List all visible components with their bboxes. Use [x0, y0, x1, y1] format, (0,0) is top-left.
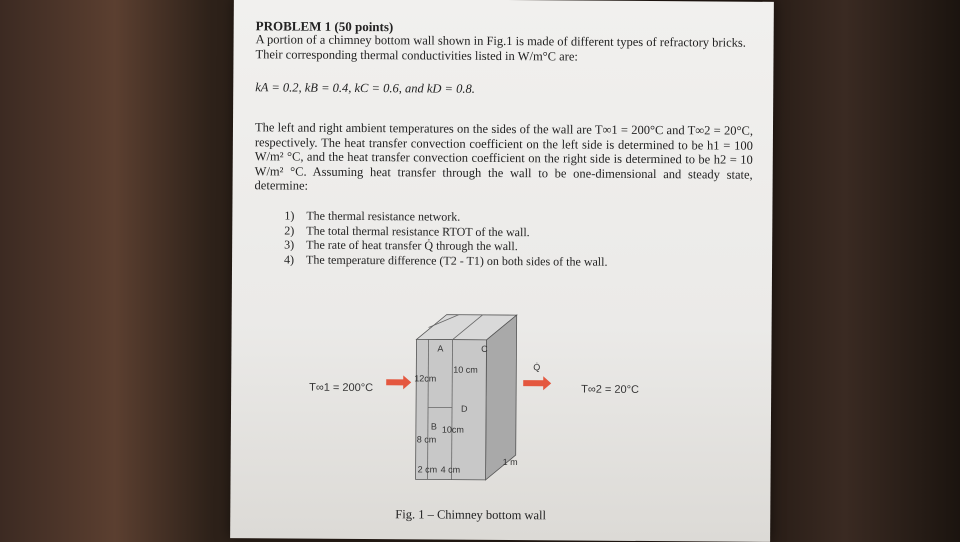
- dim-label-4cm: 4 cm: [441, 465, 461, 475]
- heat-flow-arrow-right: [523, 376, 551, 390]
- task-number: 3): [284, 237, 306, 252]
- region-label-a: A: [437, 344, 443, 354]
- task-number: 1): [284, 208, 306, 223]
- left-ambient-temp: T∞1 = 200°C: [309, 382, 373, 394]
- conductivity-values: kA = 0.2, kB = 0.4, kC = 0.6, and kD = 0.8.: [255, 80, 475, 97]
- task-number: 4): [284, 252, 306, 267]
- task-text: The temperature difference (T2 - T1) on both sides of the wall.: [306, 252, 608, 268]
- dim-label-10cm-bottom: 10cm: [442, 425, 464, 435]
- problem-description: The left and right ambient temperatures on the sides of the wall are T∞1 = 200°C and T∞2 = 20°C, respectively. The heat transfer convection coefficient on the left side is determined to be h1 = 100 W/m² °C, and the heat transfer convection coefficient on the right side is determined to be h2 = 10 W/m² °C. Assuming heat transfer through the wall to be one-dimensional and steady state, determine:: [255, 120, 753, 196]
- region-label-d: D: [461, 404, 468, 414]
- chimney-wall-figure: [290, 299, 731, 502]
- dim-label-12cm: 12cm: [414, 373, 436, 383]
- heat-flow-arrow-left: [386, 375, 411, 389]
- wall-right-face: [486, 315, 517, 480]
- dim-label-1m: 1 m: [503, 457, 518, 467]
- task-number: 2): [284, 223, 306, 238]
- region-label-b: B: [431, 422, 437, 432]
- heat-rate-label: Q̇: [533, 362, 540, 372]
- task-text: The rate of heat transfer Q̇ through the wall.: [306, 238, 518, 253]
- figure-caption: Fig. 1 – Chimney bottom wall: [395, 507, 546, 523]
- dim-label-10cm-top: 10 cm: [453, 365, 478, 375]
- problem-title: PROBLEM 1 (50 points): [256, 18, 394, 35]
- right-ambient-temp: T∞2 = 20°C: [581, 384, 639, 396]
- paper-sheet: [230, 0, 774, 542]
- dim-label-2cm: 2 cm: [418, 464, 438, 474]
- task-text: The thermal resistance network.: [306, 209, 460, 224]
- task-list: [284, 208, 608, 268]
- dim-label-8cm: 8 cm: [417, 434, 437, 444]
- region-label-c: C: [481, 344, 488, 354]
- task-item: [284, 252, 608, 269]
- wall-front-face: [416, 339, 487, 479]
- problem-intro: A portion of a chimney bottom wall shown in Fig.1 is made of different types of refractory bricks. Their corresponding thermal conductivities listed in W/m°C are:: [255, 32, 755, 65]
- task-text: The total thermal resistance RTOT of the wall.: [306, 223, 530, 239]
